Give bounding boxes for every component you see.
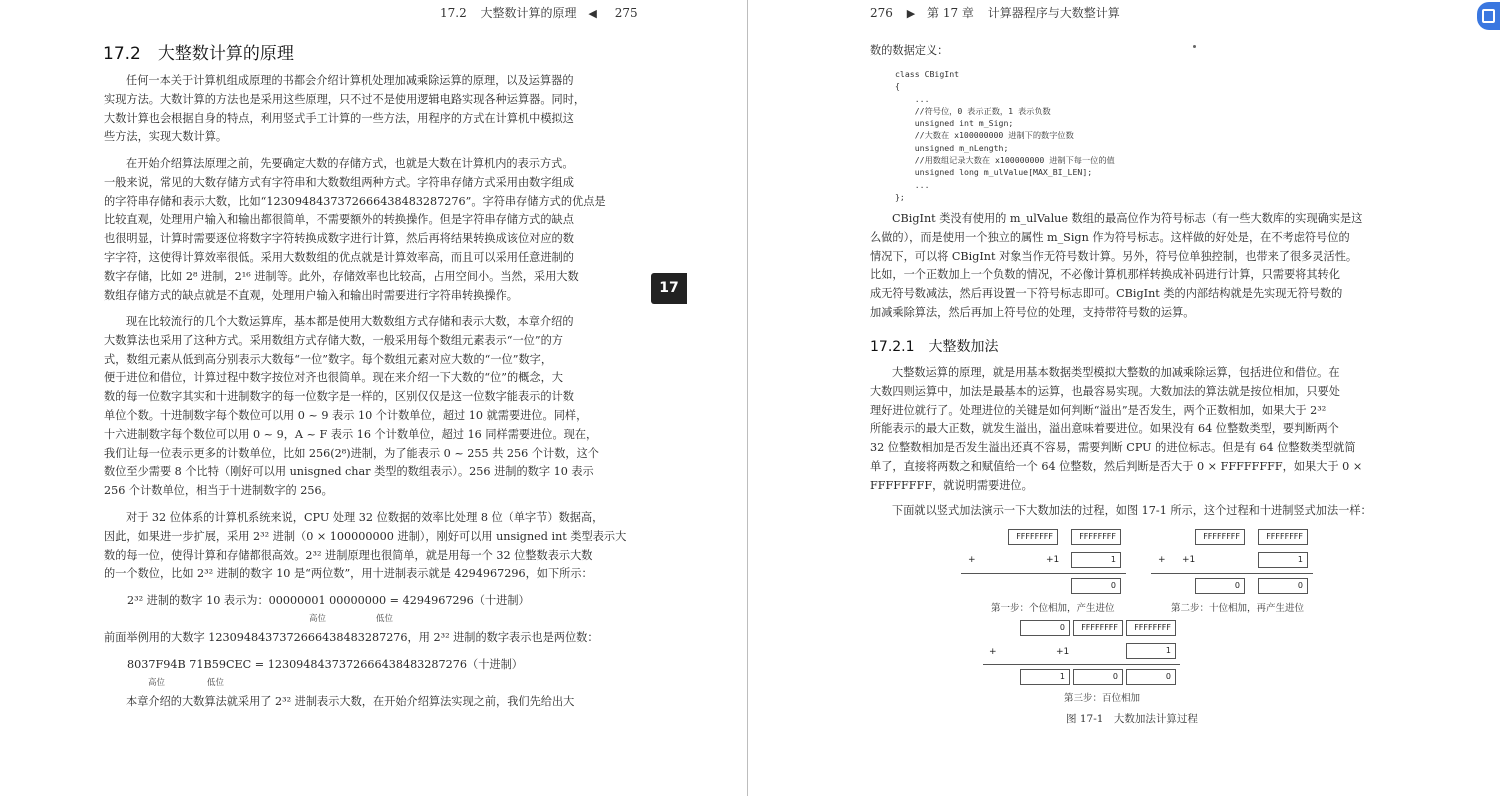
text-line: 数的数据定义：: [870, 44, 949, 57]
text-line: 理好进位就行了。处理进位的关键是如何判断“溢出”是否发生，两个正数相加，如果大于 2³²: [870, 403, 1327, 417]
code-block: [895, 68, 1115, 203]
running-head-left: [440, 4, 638, 21]
code-line: };: [895, 191, 905, 202]
running-head-right: [870, 4, 1120, 21]
text-line: 式，数组元素从低到高分别表示大数每“一位”数字。每个数组元素对应大数的“一位”数字，: [104, 352, 553, 366]
equation-hex: 8037F94B 71B59CEC = 1230948437372666438483287276（十进制）: [127, 658, 523, 671]
step1-top-left-box: FFFFFFFF: [1008, 529, 1058, 545]
text-line: 下面就以竖式加法演示一下大数加法的过程，如图 17-1 所示，这个过程和十进制竖式加法一样：: [892, 504, 1372, 517]
section-title: 17.2 大整数计算的原理: [103, 44, 294, 64]
step2-result-right-box: 0: [1258, 578, 1308, 594]
paragraph-3: [104, 313, 638, 501]
text-line: 大数算法也采用了这种方式。采用数组方式存储大数，一般采用每个数组元素表示“一位”的方: [104, 333, 563, 347]
triangle-left-icon: ◀: [588, 7, 597, 20]
text-line: 单位个数。十进制数字每个数位可以用 0 ~ 9 表示 10 个计数单位，超过 10 就需要进位。同样，: [104, 408, 588, 422]
paragraph-2: [870, 364, 1410, 496]
text-line: 所能表示的最大正数，就发生溢出，溢出意味着要进位。如果没有 64 位整数类型，要判断两个: [870, 422, 1339, 436]
text-line: 的字符串存储和表示大数，比如“1230948437372666438483287276”。字符串存储方式的优点是: [104, 194, 606, 208]
code-line: //大数在 x100000000 进制下的数字位数: [895, 130, 1074, 141]
paragraph-6: [104, 693, 638, 712]
text-line: 成无符号数减法，然后再设置一下符号标志即可。CBigInt 类的内部结构就是先实现无符号数的: [870, 287, 1343, 301]
high-digit-label: 高位: [148, 678, 166, 688]
text-line: 也很明显，计算时需要逐位将数字字符转换成数字进行计算，然后再将结果转换成该位对应的数: [104, 232, 574, 246]
text-line: 任何一本关于计算机组成原理的书都会介绍计算机处理加减乘除运算的原理，以及运算器的: [126, 74, 574, 87]
running-head-title: 大整数计算的原理: [480, 6, 577, 20]
code-line: unsigned long m_ulValue[MAX_BI_LEN];: [895, 167, 1093, 178]
code-line: {: [895, 81, 900, 92]
intro-line: [870, 42, 1410, 61]
step1-carry-label: +1: [1046, 555, 1060, 565]
right-page: [748, 0, 1500, 796]
code-line: class CBigInt: [895, 69, 960, 79]
text-line: 么做的），而是使用一个独立的属性 m_Sign 作为符号标志。这样做的好处是，在不考虑符号位的: [870, 230, 1350, 244]
text-line: 数的每一位数字其实和十进制数字的每一位数字是一样的，区别仅仅是这一位数字能表示的计数: [104, 390, 574, 404]
text-line: 现在比较流行的几个大数运算库，基本都是使用大数数组方式存储和表示大数，本章介绍的: [126, 315, 574, 328]
text-line: 大数计算也会根据自身的特点，利用竖式手工计算的一些方法，用程序的方式在计算机中模拟这: [104, 111, 574, 125]
step3-sum-line: [983, 664, 1180, 665]
text-line: 便于进位和借位，计算过程中数字按位对齐也很简单。现在来介绍一下大数的“位”的概念，大: [104, 371, 563, 385]
step3-top-right-box: FFFFFFFF: [1126, 620, 1176, 636]
text-line: 单了，直接将两数之和赋值给一个 64 位整数，然后判断是否大于 0 × FFFFFFFF，如果大于 0 ×: [870, 459, 1363, 473]
step2-top-left-box: FFFFFFFF: [1195, 529, 1245, 545]
chapter-tab: 17: [651, 273, 687, 304]
text-line: 比如，一个正数加上一个负数的情况，不必像计算机那样转换成补码进行计算，只需要将其转化: [870, 268, 1340, 282]
triangle-right-icon: ▶: [906, 7, 916, 20]
text-line: CBigInt 类没有使用的 m_ulValue 数组的最高位作为符号标志（有一些大数库的实现确实是这: [892, 212, 1363, 225]
step3-top-mid-box: FFFFFFFF: [1073, 620, 1123, 636]
step2-sum-line: [1151, 573, 1313, 574]
step2-top-right-box: FFFFFFFF: [1258, 529, 1308, 545]
text-line: 前面举例用的大数字 1230948437372666438483287276，用 2³² 进制的数字表示也是两位数：: [104, 631, 599, 644]
paragraph-1: [104, 72, 638, 147]
text-line: 我们让每一位表示更多的计数单位，比如 256(2⁸)进制，为了能表示 0 ~ 255 共 256 个计数，这个: [104, 446, 599, 460]
text-line: 数字存储，比如 2⁸ 进制，2¹⁶ 进制等。此外，存储效率也比较高，占用空间小。当然，采用大数: [104, 269, 579, 283]
step1-result-box: 0: [1071, 578, 1121, 594]
speck: [1193, 45, 1196, 48]
step3-top-left-box: 0: [1020, 620, 1070, 636]
paragraph-1: [870, 210, 1410, 323]
step3-plus-sign: +: [989, 647, 997, 657]
step3-result-left-box: 1: [1020, 669, 1070, 685]
text-line: 大整数运算的原理，就是用基本数据类型模拟大整数的加减乘除运算，包括进位和借位。在: [892, 366, 1340, 379]
step2-carry-label: +1: [1182, 555, 1196, 565]
text-line: 十六进制数字每个数位可以用 0 ~ 9，A ~ F 表示 16 个计数单位，超过 16 同样需要进位。现在，: [104, 427, 598, 441]
text-line: 数组存储方式的缺点就是不直观，处理用户输入和输出时需要进行字符串转换操作。: [104, 288, 518, 302]
text-line: 情况下，可以将 CBigInt 对象当作无符号数计算。另外，符号位单独控制，也带来了很多灵活性。: [870, 249, 1358, 263]
step1-addend-box: 1: [1071, 552, 1121, 568]
step2-addend-box: 1: [1258, 552, 1308, 568]
paragraph-2: [104, 155, 638, 305]
text-line: 的一个数位，比如 2³² 进制的数字 10 是“两位数”，用十进制表示就是 4294967296，如下所示：: [104, 567, 593, 581]
step3-result-right-box: 0: [1126, 669, 1176, 685]
step1-plus-sign: +: [968, 555, 976, 565]
step2-caption: 第二步：十位相加，再产生进位: [1171, 603, 1305, 614]
running-head-title: 计算器程序与大数整计算: [987, 6, 1120, 20]
text-line: 比较直观，处理用户输入和输出都很简单，不需要额外的转换操作。但是字符串存储方式的缺点: [104, 213, 574, 227]
step3-addend-box: 1: [1126, 643, 1176, 659]
paragraph-4: [104, 509, 638, 584]
text-line: 32 位整数相加是否发生溢出还真不容易，需要判断 CPU 的进位标志。但是有 64 位整数类型就简: [870, 441, 1356, 455]
low-digit-label: 低位: [207, 678, 225, 688]
subsection-title: 17.2.1 大整数加法: [870, 339, 999, 355]
floating-assistant-button[interactable]: [1477, 2, 1500, 30]
code-line: ...: [895, 179, 930, 190]
step1-top-right-box: FFFFFFFF: [1071, 529, 1121, 545]
running-head-chapter: 第 17 章: [927, 6, 974, 20]
text-line: 本章介绍的大数算法就采用了 2³² 进制表示大数，在开始介绍算法实现之前，我们先给出大: [126, 695, 575, 708]
text-line: 些方法，实现大数计算。: [104, 130, 228, 144]
text-line: 数位至少需要 8 个比特（刚好可以用 unisgned char 类型的数组表示）。256 进制的数字 10 表示: [104, 465, 594, 479]
text-line: 数的每一位，使得计算和存储都很高效。2³² 进制原理也很简单，就是用每一个 32 位整数表示大数: [104, 548, 593, 562]
page-number: 275: [614, 6, 638, 20]
text-line: 字字符，这使得计算效率很低。采用大数数组的优点就是计算效率高，而且可以采用任意进制的: [104, 250, 574, 264]
code-line: //用数组记录大数在 x100000000 进制下每一位的值: [895, 155, 1115, 166]
figure-caption: 图 17-1 大数加法计算过程: [1066, 713, 1198, 725]
text-line: FFFFFFFF，就说明需要进位。: [870, 478, 1033, 492]
equation-base-2-32: 2³² 进制的数字 10 表示为：00000001 00000000 = 4294967296（十进制）: [127, 594, 530, 607]
text-line: 对于 32 位体系的计算机系统来说，CPU 处理 32 位数据的效率比处理 8 位（单字节）数据高，: [126, 511, 604, 524]
high-digit-label: 高位: [309, 614, 327, 624]
step3-result-mid-box: 0: [1073, 669, 1123, 685]
low-digit-label: 低位: [376, 614, 394, 624]
text-line: 因此，如果进一步扩展，采用 2³² 进制（0 × 100000000 进制），刚好可以用 unsigned int 类型表示大: [104, 529, 627, 543]
text-line: 256 个计数单位，相当于十进制数字的 256。: [104, 484, 333, 498]
step1-sum-line: [961, 573, 1126, 574]
step1-caption: 第一步：个位相加，产生进位: [991, 603, 1115, 614]
left-page: [0, 0, 747, 796]
step3-caption: 第三步：百位相加: [1064, 693, 1141, 704]
step2-plus-sign: +: [1158, 555, 1166, 565]
code-line: unsigned m_nLength;: [895, 142, 1009, 153]
step2-result-left-box: 0: [1195, 578, 1245, 594]
text-line: 实现方法。大数计算的方法也是采用这些原理，只不过不是使用逻辑电路实现各种运算器。同时，: [104, 92, 586, 106]
text-line: 在开始介绍算法原理之前，先要确定大数的存储方式，也就是大数在计算机内的表示方式。: [126, 157, 574, 170]
code-line: //符号位，0 表示正数，1 表示负数: [895, 105, 1051, 116]
step3-carry-label: +1: [1056, 647, 1070, 657]
page-number: 276: [870, 6, 893, 20]
code-line: unsigned int m_Sign;: [895, 118, 1014, 129]
running-head-section-number: 17.2: [440, 6, 467, 20]
assistant-icon: [1482, 9, 1495, 23]
text-line: 加减乘除算法，然后再加上符号位的处理，支持带符号数的运算。: [870, 305, 1195, 319]
text-line: 大数四则运算中，加法是最基本的运算，也最容易实现。大数加法的算法就是按位相加，只要处: [870, 384, 1340, 398]
text-line: 一般来说，常见的大数存储方式有字符串和大数数组两种方式。字符串存储方式采用由数字组成: [104, 175, 574, 189]
code-line: ...: [895, 93, 930, 104]
paragraph-3: [870, 502, 1410, 521]
paragraph-5: [104, 629, 638, 648]
